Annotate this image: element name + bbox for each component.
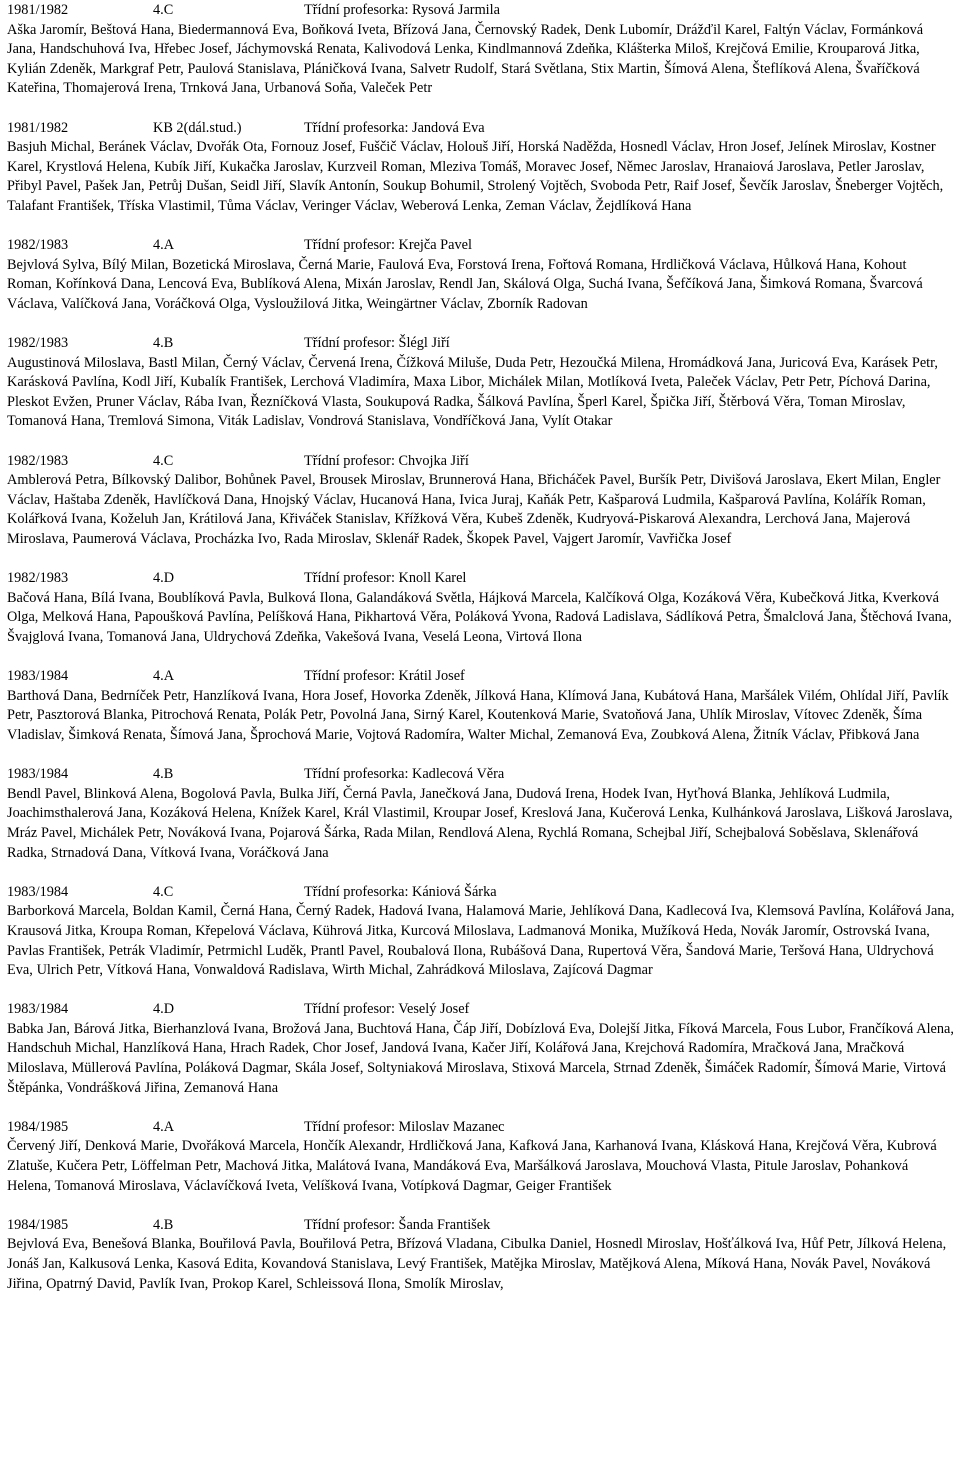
student-list: Bejvlová Eva, Benešová Blanka, Bouřilová Pavla, Bouřilová Petra, Břízová Vladana, Cibulka Daniel, Hosnedl Miroslav, Hošťálková Iva, Hůf Petr, Jílková Helena, Jonáš Jan, Kalkusová Lenka, Kasová Edita, Kovandová Stanislava, Levý František, Matějka Miroslav, Matějková Alena, Míková Hana, Novák Pavel, Nováková Jiřina, Opatrný David, Pavlík Ivan, Prokop Karel, Schleissová Ilona, Smolík Miroslav, <box>7 1236 947 1292</box>
class-teacher <box>304 452 469 472</box>
class-block <box>7 1 955 99</box>
teacher-name: Knoll Karel <box>398 570 467 587</box>
class-header <box>7 765 955 785</box>
class-header <box>7 883 955 903</box>
teacher-name: Šlégl Jiří <box>398 335 450 352</box>
class-teacher <box>304 236 472 256</box>
student-list: Augustinová Miloslava, Bastl Milan, Černý Václav, Červená Irena, Čížková Miluše, Duda Petr, Hezoučká Milena, Hromádková Jana, Juricová Eva, Karásek Petr, Karásková Pavlína, Kodl Jiří, Kubalík František, Lerchová Vladimíra, Maxa Libor, Michálek Milan, Motlíková Iveta, Paleček Václav, Petr Petr, Píchová Darina, Pleskot Evžen, Pruner Václav, Rába Ivan, Řezníčková Vlasta, Soukupová Radka, Šálková Pavlína, Šperl Karel, Špička Jiří, Štěrbová Věra, Toman Miroslav, Tomanová Hana, Tremlová Simona, Viták Ladislav, Vondrová Stanislava, Vondříčková Jana, Vylít Otakar <box>7 354 938 430</box>
student-list: Basjuh Michal, Beránek Václav, Dvořák Ota, Fornouz Josef, Fuščič Václav, Holouš Jiří, Horská Naděžda, Hosnedl Václav, Hron Josef, Jelínek Miroslav, Kostner Karel, Krystlová Helena, Kubík Jiří, Kukačka Jaroslav, Kurzveil Roman, Mleziva Tomáš, Moravec Josef, Němec Jaroslav, Hranaiová Jaroslava, Petler Jaroslav, Přibyl Pavel, Pašek Jan, Petrůj Dušan, Seidl Jiří, Slavík Antonín, Soukup Bohumil, Strolený Vojtěch, Svoboda Petr, Raif Josef, Ševčík Jaroslav, Šneberger Vojtěch, Talafant František, Tříska Vlastimil, Tůma Václav, Veringer Václav, Weberová Lenka, Zeman Václav, Žejdlíková Hana <box>7 139 944 214</box>
class-header <box>7 569 955 589</box>
class-header <box>7 236 955 256</box>
class-block <box>7 334 955 432</box>
teacher-name: Kadlecová Věra <box>412 766 505 783</box>
teacher-label: Třídní profesor: <box>304 335 395 352</box>
school-year: 1981/1982 <box>7 2 69 18</box>
teacher-name: Miloslav Mazanec <box>398 1118 505 1135</box>
teacher-label: Třídní profesorka: <box>304 2 409 18</box>
class-block <box>7 765 955 863</box>
teacher-name: Krátil Josef <box>398 668 465 685</box>
student-list: Barthová Dana, Bedrníček Petr, Hanzlíková Ivana, Hora Josef, Hovorka Zdeněk, Jílková Hana, Klímová Jana, Kubátová Hana, Maršálek Vilém, Ohlídal Jiří, Pavlík Petr, Pasztorová Blanka, Pitrochová Renata, Polák Petr, Povolná Jana, Sirný Karel, Koutenková Marie, Svatoňová Jana, Uhlík Miroslav, Vítovec Zdeněk, Šíma Vladislav, Šimková Renata, Šímová Jana, Šprochová Marie, Vojtová Radomíra, Walter Michal, Zemanová Eva, Zoubková Alena, Žitník Václav, Přibková Jana <box>7 687 949 743</box>
class-block <box>7 1000 955 1098</box>
class-name: 4.C <box>153 2 174 18</box>
student-list: Barborková Marcela, Boldan Kamil, Černá Hana, Černý Radek, Hadová Ivana, Halamová Marie, Jehlíková Dana, Kadlecová Iva, Klemsová Pavlína, Kolářová Jana, Krausová Jitka, Kroupa Roman, Křepelová Václava, Kührová Jitka, Kurcová Miloslava, Ladmanová Monika, Mužíková Heda, Novák Jaromír, Ostrovská Ivana, Pavlas František, Petrák Vladimír, Petrmichl Luděk, Prantl Pavel, Roubalová Ilona, Rubášová Dana, Rupertová Věra, Šandová Marie, Teršová Hana, Uldrychová Eva, Ulrich Petr, Vítková Hana, Vonwaldová Radislava, Wirth Michal, Zahrádková Miloslava, Zajícová Dagmar <box>7 903 955 979</box>
teacher-label: Třídní profesorka: <box>304 119 409 136</box>
teacher-name: Chvojka Jiří <box>398 452 469 469</box>
class-block <box>7 569 955 647</box>
class-name: 4.B <box>153 335 174 352</box>
teacher-name: Veselý Josef <box>398 1001 470 1018</box>
class-teacher <box>304 1216 490 1236</box>
class-block <box>7 1118 955 1196</box>
student-list: Červený Jiří, Denková Marie, Dvořáková Marcela, Hončík Alexandr, Hrdličková Jana, Kafková Jana, Karhanová Ivana, Klásková Hana, Krejčová Věra, Kubrová Zlatuše, Kučera Petr, Löffelman Petr, Machová Jitka, Malátová Ivana, Mandáková Eva, Maršálková Jaroslava, Mouchová Vlasta, Pitule Jaroslav, Pohanková Helena, Tomanová Miroslava, Václavíčková Iveta, Velíšková Ivana, Votípková Dagmar, Geiger František <box>7 1138 937 1194</box>
teacher-label: Třídní profesorka: <box>304 766 409 783</box>
class-teacher <box>304 1118 505 1138</box>
teacher-name: Rysová Jarmila <box>412 2 500 18</box>
teacher-label: Třídní profesor: <box>304 570 395 587</box>
class-name: KB 2(dál.stud.) <box>153 119 242 136</box>
class-name: 4.C <box>153 452 174 469</box>
class-block <box>7 452 955 550</box>
class-teacher <box>304 569 466 589</box>
class-header <box>7 1000 955 1020</box>
teacher-label: Třídní profesor: <box>304 668 395 685</box>
teacher-label: Třídní profesor: <box>304 237 395 254</box>
teacher-label: Třídní profesorka: <box>304 883 409 900</box>
student-list: Amblerová Petra, Bílkovský Dalibor, Bohůnek Pavel, Brousek Miroslav, Brunnerová Hana, Břicháček Pavel, Buršík Petr, Divišová Jaroslava, Ekert Milan, Engler Václav, Haštaba Zdeněk, Havlíčková Dana, Hnojský Václav, Hucanová Hana, Ivica Juraj, Kaňák Petr, Kašparová Ludmila, Kašparová Pavlína, Kolářík Roman, Kolářková Ivana, Koželuh Jan, Krátilová Jana, Křiváček Stanislav, Křížková Věra, Kubeš Zdeněk, Kudryová-Piskarová Alexandra, Lerchová Jana, Majerová Miroslava, Paumerová Václava, Procházka Ivo, Rada Miroslav, Sklenář Radek, Škopek Pavel, Vajgert Jaromír, Vavřička Josef <box>7 472 941 548</box>
class-header <box>7 334 955 354</box>
school-year: 1982/1983 <box>7 335 69 352</box>
class-teacher <box>304 1 500 21</box>
teacher-name: Krejča Pavel <box>398 237 472 254</box>
school-year: 1983/1984 <box>7 668 69 685</box>
class-name: 4.C <box>153 883 174 900</box>
class-block <box>7 667 955 745</box>
student-list: Bačová Hana, Bílá Ivana, Boublíková Pavla, Bulková Ilona, Galandáková Světla, Hájková Marcela, Kalčíková Olga, Kozáková Věra, Kubečková Jitka, Kverková Olga, Melková Hana, Papoušková Pavlína, Pelíšková Hana, Pikhartová Věra, Poláková Yvona, Radová Ladislava, Sádlíková Petra, Šmalclová Jana, Štěchová Ivana, Švajglová Ivana, Tomanová Jana, Uldrychová Zdeňka, Vakešová Ivana, Veselá Leona, Virtová Ilona <box>7 589 952 645</box>
class-name: 4.A <box>153 1118 175 1135</box>
class-teacher <box>304 334 450 354</box>
school-year: 1984/1985 <box>7 1118 69 1135</box>
class-block <box>7 119 955 217</box>
teacher-name: Kániová Šárka <box>412 883 497 900</box>
class-header <box>7 1118 955 1138</box>
class-header <box>7 667 955 687</box>
school-year: 1983/1984 <box>7 766 69 783</box>
teacher-label: Třídní profesor: <box>304 1001 395 1018</box>
class-teacher <box>304 1000 469 1020</box>
teacher-name: Šanda František <box>398 1216 491 1233</box>
school-year: 1982/1983 <box>7 570 69 587</box>
class-name: 4.A <box>153 668 175 685</box>
student-list: Bendl Pavel, Blinková Alena, Bogolová Pavla, Bulka Jiří, Černá Pavla, Janečková Jana, Dudová Irena, Hodek Ivan, Hyťhová Blanka, Jehlíková Ludmila, Joachimsthalerová Jana, Kozáková Helena, Knížek Karel, Král Vlastimil, Kroupar Josef, Kreslová Jana, Kučerová Lenka, Kulhánková Jaroslava, Lišková Jaroslava, Mráz Pavel, Michálek Petr, Nováková Ivana, Pojarová Šárka, Rada Milan, Rendlová Alena, Rychlá Romana, Schejbal Jiří, Schejbalová Soběslava, Sklenářová Radka, Strnadová Dana, Vítková Ivana, Voráčková Jana <box>7 785 953 861</box>
teacher-label: Třídní profesor: <box>304 1118 395 1135</box>
class-block <box>7 236 955 314</box>
class-header <box>7 119 955 139</box>
teacher-label: Třídní profesor: <box>304 452 395 469</box>
school-year: 1982/1983 <box>7 452 69 469</box>
student-list: Aška Jaromír, Beštová Hana, Biedermannová Eva, Boňková Iveta, Břízová Jana, Černovský Radek, Denk Lubomír, Drážďil Karel, Faltýn Václav, Formánková Jana, Handschuhová Iva, Hřebec Josef, Jáchymovská Renata, Kalivodová Lenka, Kindlmannová Zdeňka, Klášterka Miloš, Krejčová Emilie, Krouparová Jitka, Kylián Zdeněk, Markgraf Petr, Paulová Stanislava, Pláničková Ivana, Salvetr Rudolf, Stará Světlana, Stix Martin, Šímová Alena, Šteflíková Alena, Švaříčková Kateřina, Thomajerová Irena, Trnková Jana, Urbanová Soňa, Valeček Petr <box>7 21 924 97</box>
class-block <box>7 1216 955 1294</box>
class-teacher <box>304 883 497 903</box>
teacher-label: Třídní profesor: <box>304 1216 395 1233</box>
class-teacher <box>304 765 504 785</box>
school-year: 1984/1985 <box>7 1216 69 1233</box>
class-name: 4.A <box>153 237 175 254</box>
class-header <box>7 1 955 21</box>
school-year: 1983/1984 <box>7 883 69 900</box>
class-block <box>7 883 955 981</box>
class-name: 4.B <box>153 766 174 783</box>
class-header <box>7 452 955 472</box>
student-list: Babka Jan, Bárová Jitka, Bierhanzlová Ivana, Brožová Jana, Buchtová Hana, Čáp Jiří, Dobízlová Eva, Dolejší Jitka, Fíková Marcela, Fous Lubor, Frančíková Alena, Handschuh Michal, Hanzlíková Hana, Hrach Radek, Chor Josef, Jandová Ivana, Kačer Jiří, Kolářová Jana, Krejchová Radomíra, Mračková Jana, Mračková Miloslava, Müllerová Pavlína, Poláková Dagmar, Skála Josef, Soltyniaková Miroslava, Stixová Marcela, Strnad Zdeněk, Šimáček Radomír, Šímová Marie, Virtová Štěpánka, Vondrášková Jiřina, Zemanová Hana <box>7 1020 954 1096</box>
school-year: 1982/1983 <box>7 237 69 254</box>
student-list: Bejvlová Sylva, Bílý Milan, Bozetická Miroslava, Černá Marie, Faulová Eva, Forstová Irena, Fořtová Romana, Hrdličková Václava, Hůlková Hana, Kohout Roman, Kořínková Dana, Lencová Eva, Bublíková Alena, Mixán Jaroslav, Rendl Jan, Skálová Olga, Suchá Ivana, Šefčíková Jana, Šimková Romana, Švarcová Václava, Valíčková Jana, Voráčková Olga, Vysloužilová Jitka, Weingärtner Václav, Zborník Radovan <box>7 256 923 312</box>
class-header <box>7 1216 955 1236</box>
teacher-name: Jandová Eva <box>412 119 485 136</box>
class-teacher <box>304 667 465 687</box>
class-name: 4.B <box>153 1216 174 1233</box>
school-year: 1983/1984 <box>7 1001 69 1018</box>
class-name: 4.D <box>153 570 175 587</box>
class-name: 4.D <box>153 1001 175 1018</box>
school-year: 1981/1982 <box>7 119 69 136</box>
class-teacher <box>304 119 485 139</box>
